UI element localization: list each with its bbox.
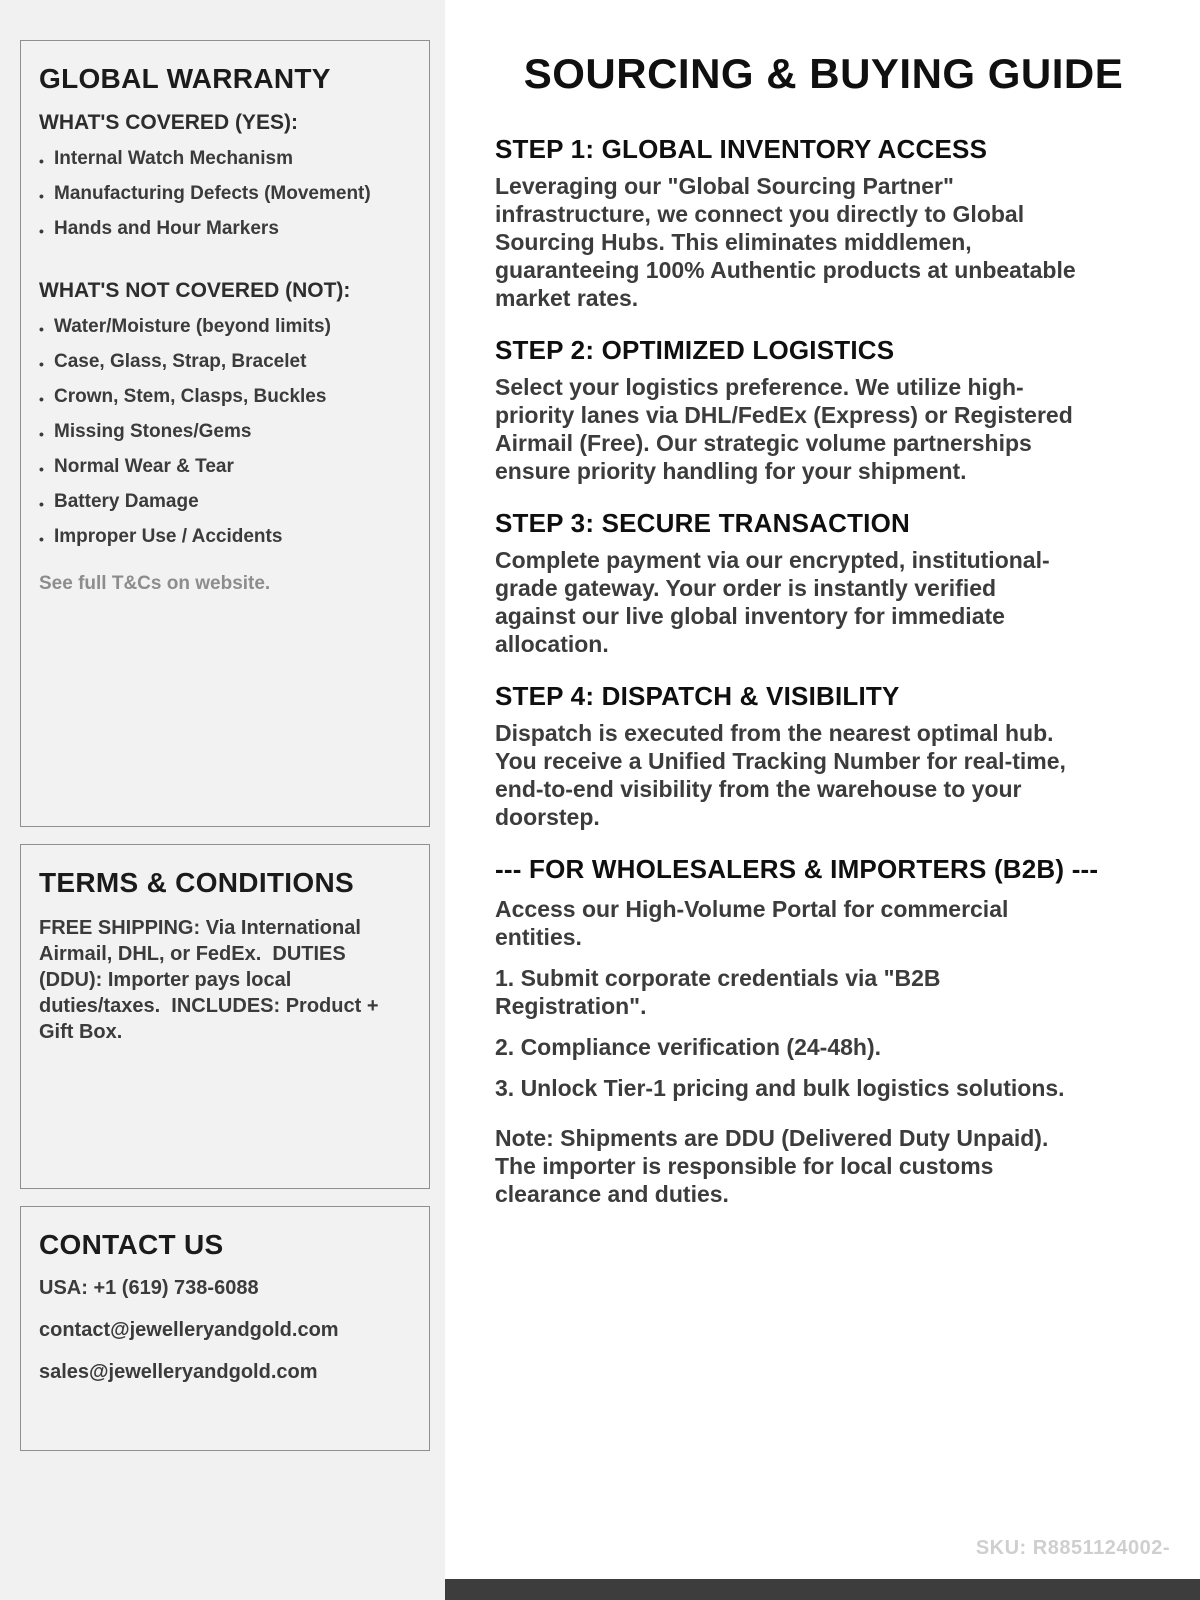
not-covered-title: WHAT'S NOT COVERED (NOT): [39,279,351,302]
list-item: • Hands and Hour Markers [39,219,411,239]
step-4-heading: STEP 4: DISPATCH & VISIBILITY [495,681,900,711]
step-4-section [495,681,1152,831]
contact-phone: USA: +1 (619) 738-6088 [39,1277,259,1299]
sku-label: SKU: R8851124002- [975,1537,1170,1559]
step-3-section [495,508,1152,658]
covered-title: WHAT'S COVERED (YES): [39,111,298,134]
contact-box [20,1206,430,1451]
terms-title: TERMS & CONDITIONS [39,867,354,898]
warranty-title: GLOBAL WARRANTY [39,63,331,94]
step-2-body: Select your logistics preference. We utilize high-priority lanes via DHL/FedEx (Express) or Registered Airmail (Free). Our strategic volume partnerships ensure priority handling for your shipment. [495,374,1073,484]
contact-title: CONTACT US [39,1229,224,1260]
page-title: SOURCING & BUYING GUIDE [523,50,1124,97]
b2b-step-1: 1. Submit corporate credentials via "B2B Registration". [495,965,941,1019]
b2b-intro: Access our High-Volume Portal for commercial entities. [495,896,1009,950]
list-item: • Manufacturing Defects (Movement) [39,184,411,204]
global-warranty-box [20,40,430,827]
list-item: • Case, Glass, Strap, Bracelet [39,352,411,372]
list-item: • Missing Stones/Gems [39,422,411,442]
step-2-section [495,335,1152,485]
step-2-heading: STEP 2: OPTIMIZED LOGISTICS [495,335,895,365]
b2b-heading: --- FOR WHOLESALERS & IMPORTERS (B2B) --- [495,854,1099,884]
not-covered-list [39,317,411,547]
step-3-body: Complete payment via our encrypted, institutional-grade gateway. Your order is instantly verified against our live global inventory for immediate allocation. [495,547,1050,657]
list-item: • Crown, Stem, Clasps, Buckles [39,387,411,407]
list-item: • Normal Wear & Tear [39,457,411,477]
bottom-bar [445,1579,1200,1600]
b2b-step-2: 2. Compliance verification (24-48h). [495,1034,882,1060]
sidebar [0,0,445,1600]
step-1-body: Leveraging our "Global Sourcing Partner" infrastructure, we connect you directly to Global Sourcing Hubs. This eliminates middlemen, guaranteeing 100% Authentic products at unbeatable market rates. [495,173,1076,311]
b2b-step-3: 3. Unlock Tier-1 pricing and bulk logistics solutions. [495,1075,1065,1101]
warranty-footnote: See full T&Cs on website. [39,573,271,594]
step-1-section [495,134,1152,312]
step-3-heading: STEP 3: SECURE TRANSACTION [495,508,910,538]
list-item: • Battery Damage [39,492,411,512]
sourcing-guide [445,0,1200,1600]
covered-list [39,149,411,239]
list-item: • Water/Moisture (beyond limits) [39,317,411,337]
list-item: • Improper Use / Accidents [39,527,411,547]
b2b-note: Note: Shipments are DDU (Delivered Duty Unpaid). The importer is responsible for local customs clearance and duties. [495,1125,1049,1207]
step-1-heading: STEP 1: GLOBAL INVENTORY ACCESS [495,134,988,164]
step-4-body: Dispatch is executed from the nearest optimal hub. You receive a Unified Tracking Number for real-time, end-to-end visibility from the warehouse to your doorstep. [495,720,1066,830]
contact-email-sales: sales@jewelleryandgold.com [39,1361,318,1383]
list-item: • Internal Watch Mechanism [39,149,411,169]
b2b-section [495,854,1152,1208]
terms-body: FREE SHIPPING: Via International Airmail, DHL, or FedEx. DUTIES (DDU): Importer pays local duties/taxes. INCLUDES: Product + Gift Box. [39,917,385,1043]
contact-email-primary: contact@jewelleryandgold.com [39,1319,339,1341]
terms-box [20,844,430,1189]
